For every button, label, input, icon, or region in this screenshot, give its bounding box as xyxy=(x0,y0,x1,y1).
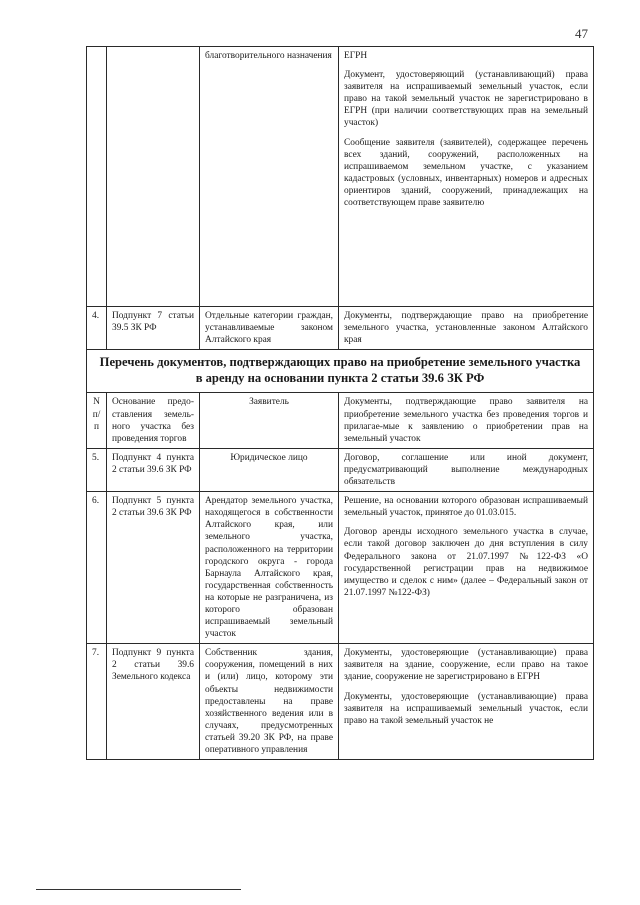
table-row xyxy=(87,448,594,491)
row-documents xyxy=(339,492,594,644)
row-number: 4. xyxy=(87,307,107,350)
header-applicant: Заявитель xyxy=(200,393,339,448)
footnote-divider xyxy=(36,889,241,890)
header-basis: Основание предо-ставления земель-ного участка без проведения торгов xyxy=(107,393,200,448)
table-row xyxy=(87,644,594,760)
row-documents xyxy=(339,47,594,307)
row-basis: Подпункт 5 пункта 2 статьи 39.6 ЗК РФ xyxy=(107,492,200,644)
document-paragraph: Сообщение заявителя (заявителей), содержащее перечень всех зданий, сооружений, расположенных на испрашиваемом земельном участке, с указанием кадастровых (условных, инвентарных) номеров и адресных ориентиров зданий, сооружений, принадлежащих на соответствующем праве заявителю xyxy=(344,137,588,209)
document-paragraph: Решение, на основании которого образован испрашиваемый земельный участок, принятое до 01.03.015. xyxy=(344,496,588,519)
row-basis: Подпункт 4 пункта 2 статьи 39.6 ЗК РФ xyxy=(107,448,200,491)
row-number: 6. xyxy=(87,492,107,644)
page-number: 47 xyxy=(575,26,588,41)
section-heading: Перечень документов, подтверждающих право на приобретение земельного участка в аренду на основании пункта 2 статьи 39.6 ЗК РФ xyxy=(87,350,594,393)
header-documents: Документы, подтверждающие право заявителя на приобретение земельного участка без проведения торгов и прилагае-мые к заявлению о приобретении прав на земельный участок xyxy=(339,393,594,448)
row-documents xyxy=(339,448,594,491)
header-number: N п/п xyxy=(87,393,107,448)
row-basis: Подпункт 9 пункта 2 статьи 39.6 Земельного кодекса xyxy=(107,644,200,760)
row-applicant: Арендатор земельного участка, находящегося в собственности Алтайского края, или земельного участка, расположенного на территории городского округа - города Барнаула Алтайского края, государственная собственность на которые не разграничена, из которого образован испрашиваемый земельный участок xyxy=(200,492,339,644)
section-heading-row xyxy=(87,350,594,393)
document-paragraph: ЕГРН xyxy=(344,51,368,61)
row-basis xyxy=(107,47,200,307)
row-documents xyxy=(339,307,594,350)
row-documents xyxy=(339,644,594,760)
document-paragraph: Документы, удостоверяющие (устанавливающие) права заявителя на испрашиваемый земельный участок, если право на такой земельный участок не xyxy=(344,691,588,726)
document-paragraph: Документы, удостоверяющие (устанавливающие) права заявителя на здание, сооружение, если право на такое здание, сооружение не зарегистрировано в ЕГРН xyxy=(344,648,588,683)
document-paragraph: Договор, соглашение или иной документ, предусматривающий выполнение международных обязательств xyxy=(344,452,588,488)
table-row xyxy=(87,307,594,350)
table-row xyxy=(87,47,594,307)
row-number xyxy=(87,47,107,307)
row-basis: Подпункт 7 статьи 39.5 ЗК РФ xyxy=(107,307,200,350)
table-row xyxy=(87,492,594,644)
table-header-row xyxy=(87,393,594,448)
document-paragraph: Договор аренды исходного земельного участка в случае, если такой договор заключен до дня вступления в силу Федерального закона от 21.07.1997 №122-ФЗ «О государственной регистрации прав на недвижимое имущество и сделок с ним» (далее – Федеральный закон от 21.07.1997 №122-ФЗ) xyxy=(344,527,588,598)
row-applicant: Собственник здания, сооружения, помещений в них и (или) лицо, которому эти объекты недвижимости предоставлены на праве хозяйственного ведения или в случаях, предусмотренных статьей 39.20 ЗК РФ, на праве оперативного управления xyxy=(200,644,339,760)
document-paragraph: Документ, удостоверяющий (устанавливающий) права заявителя на испрашиваемый земельный участок, если право на такой земельный участок не зарегистрировано в ЕГРН (при наличии соответствующих прав на земельный участок) xyxy=(344,70,588,129)
row-number: 7. xyxy=(87,644,107,760)
row-applicant: Юридическое лицо xyxy=(200,448,339,491)
row-applicant: благотворительного назначения xyxy=(200,47,339,307)
document-paragraph: Документы, подтверждающие право на приобретение земельного участка, установленные законом Алтайского края xyxy=(344,311,588,346)
row-number: 5. xyxy=(87,448,107,491)
documents-table xyxy=(86,46,594,760)
row-applicant: Отдельные категории граждан, устанавливаемые законом Алтайского края xyxy=(200,307,339,350)
